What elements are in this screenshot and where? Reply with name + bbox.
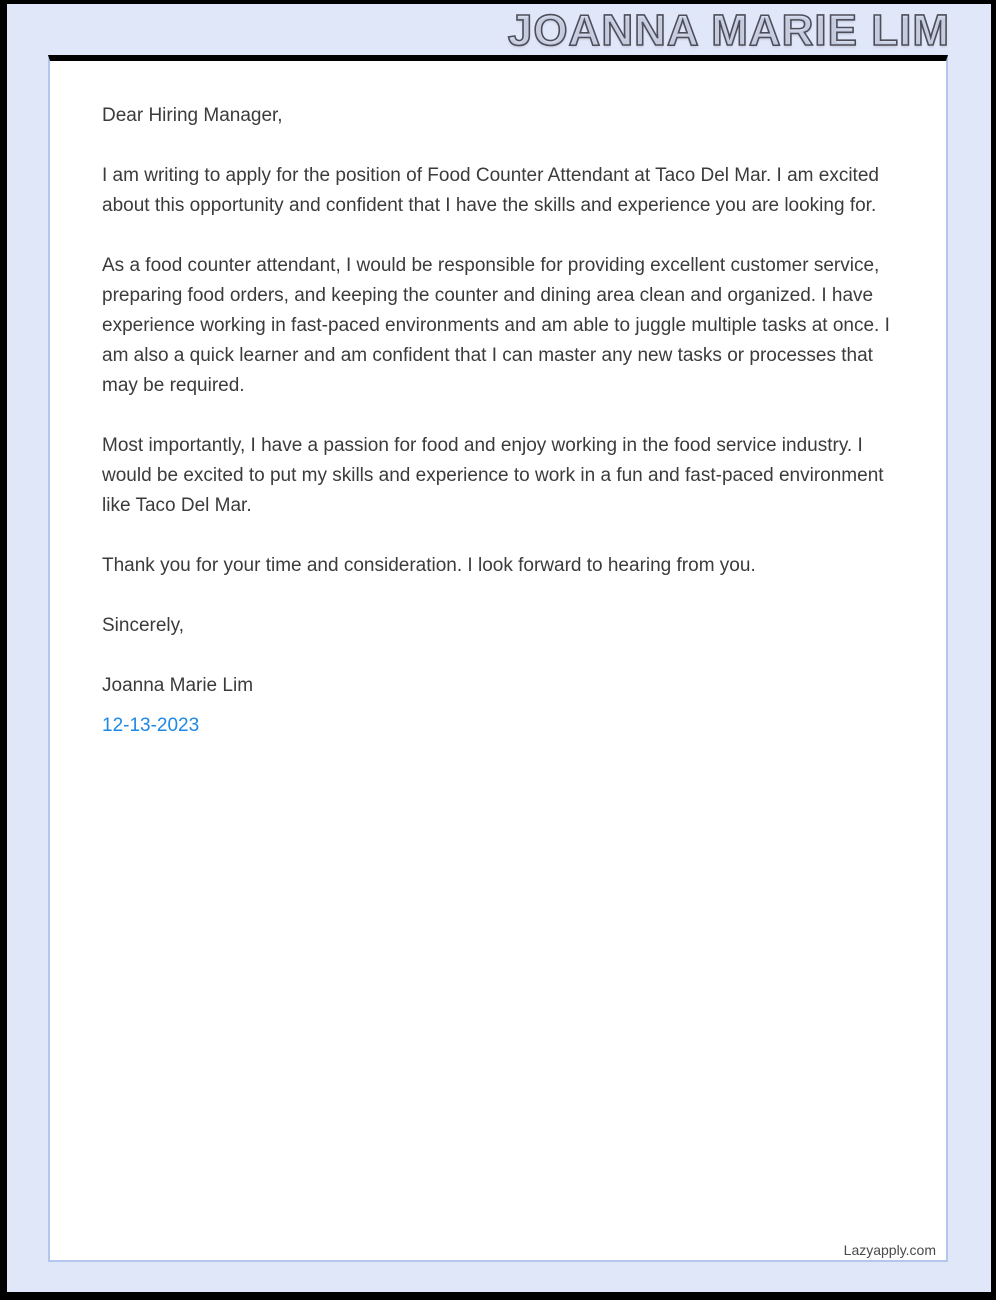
signature-name: Joanna Marie Lim (102, 675, 254, 696)
date-link[interactable]: 12-13-2023 (102, 715, 200, 736)
paragraph-experience: As a food counter attendant, I would be responsible for providing excellent customer service, preparing food orders, and keeping the counter and dining area clean and organized. I have experience working in fast-paced environments and am able to juggle multiple tasks at once. I am also a quick learner and am confident that I can master any new tasks or processes that may be required. (102, 255, 890, 396)
salutation: Dear Hiring Manager, (102, 105, 283, 126)
paragraph-introduction: I am writing to apply for the position of Food Counter Attendant at Taco Del Mar. I am excited about this opportunity and confident that I have the skills and experience you are looking for. (102, 165, 879, 216)
letterhead (7, 4, 950, 55)
paragraph-thanks: Thank you for your time and consideration. I look forward to hearing from you. (102, 555, 756, 576)
letter-body (50, 61, 946, 741)
paragraph-passion: Most importantly, I have a passion for food and enjoy working in the food service industry. I would be excited to put my skills and experience to work in a fun and fast-paced environment like Taco Del Mar. (102, 435, 884, 516)
brand-watermark: Lazyapply.com (843, 1242, 936, 1258)
closing: Sincerely, (102, 615, 185, 636)
candidate-name-heading: JOANNA MARIE LIM (507, 6, 950, 55)
letter-page (48, 55, 948, 1262)
